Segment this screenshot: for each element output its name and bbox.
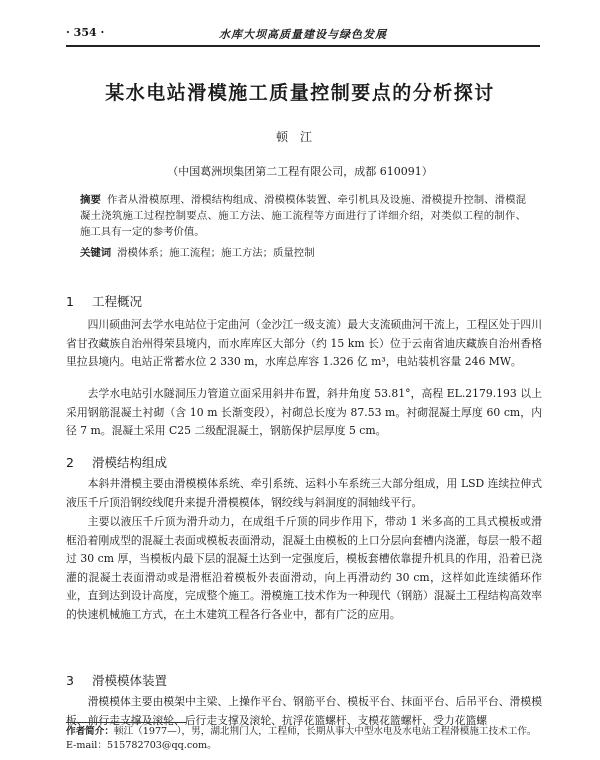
section-heading-3 <box>66 671 167 689</box>
abstract <box>80 192 526 240</box>
footnote-text: 顿江（1977—），男，湖北荆门人，工程师，长期从事大中型水电及水电站工程滑模施工技术工作。E-mail：515782703@qq.com。 <box>66 726 537 751</box>
section-title: 滑模结构组成 <box>92 455 168 470</box>
section-number: 1 <box>66 294 74 309</box>
paragraph: 本斜井滑模主要由滑模模体系统、牵引系统、运料小车系统三大部分组成，用 LSD 连续拉伸式液压千斤顶沿钢绞线爬升来提升滑模模体，钢绞线与斜洞度的洞轴线平行。 <box>66 477 542 509</box>
page-number: · 354 · <box>66 26 105 39</box>
author-footnote <box>66 725 542 753</box>
section-number: 3 <box>66 673 74 688</box>
section-number: 2 <box>66 455 74 470</box>
paragraph: 主要以液压千斤顶为滑升动力，在成组千斤顶的同步作用下，带动 1 米多高的工具式模板或滑框沿着刚成型的混凝土表面或模板表面滑动，混凝土由模板的上口分层向套槽内浇灌，每层一般不超过 30 cm 厚，当模板内最下层的混凝土达到一定强度后，模板套槽依靠提升机具的作用，沿着已浇灌的混凝土表面滑动或是滑框沿着模板外表面滑动，向上再滑动约 30 cm，这样如此连续循环作业，直到达到设计高度，完成整个施工。滑模施工技术作为一种现代（钢筋）混凝土工程结构高效率的快速机械施工方式，在土木建筑工程各行各业中，都有广泛的应用。 <box>66 515 542 621</box>
keywords-text: 滑模体系；施工流程；施工方法；质量控制 <box>117 247 315 259</box>
section-title: 工程概况 <box>92 294 143 309</box>
running-header <box>66 26 540 42</box>
section-heading-1 <box>66 292 142 310</box>
header-rule <box>66 45 540 47</box>
journal-title: 水库大坝高质量建设与绿色发展 <box>219 28 387 41</box>
paragraph: 去学水电站引水隧洞压力管道立面采用斜井布置，斜井角度 53.81°，高程 EL.2179.193 以上采用钢筋混凝土衬砌（含 10 m 长渐变段），衬砌总长度为 87.53 m。衬砌混凝土厚度 60 cm，内径 7 m。混凝土采用 C25 二级配混凝土，钢筋保护层厚度 5 cm。 <box>66 387 542 438</box>
section-title: 滑模模体装置 <box>92 673 168 688</box>
paragraph: 四川硕曲河去学水电站位于定曲河（金沙江一级支流）最大支流硕曲河干流上，工程区处于四川省甘孜藏族自治州得荣县境内，而水库库区大部分（约 15 km 长）位于云南省迪庆藏族自治州香格里拉县境内。电站正常蓄水位 2 330 m，水库总库容 1.326 亿 m³，电站装机容量 246 MW。 <box>66 318 542 369</box>
keywords <box>80 245 526 261</box>
section-heading-2 <box>66 453 167 471</box>
footnote-label: 作者简介： <box>66 726 114 737</box>
paper-title: 某水电站滑模施工质量控制要点的分析探讨 <box>105 82 495 104</box>
abstract-text: 作者从滑模原理、滑模结构组成、滑模模体装置、牵引机具及设施、滑模提升控制、滑模混凝土浇筑施工过程控制要点、施工方法、施工流程等方面进行了详细介绍，对类似工程的制作、施工具有一定的参考价值。 <box>80 194 527 238</box>
abstract-label: 摘要 <box>80 194 101 206</box>
keywords-label: 关键词 <box>80 247 112 259</box>
footnote-rule <box>66 722 186 723</box>
paragraph: 滑模模体主要由模架中主梁、上操作平台、钢筋平台、模板平台、抹面平台、后吊平台、滑模模板、前行走支撑及滚轮、后行走支撑及滚轮、抗浮花篮螺杆、支模花篮螺杆、受力花篮螺 <box>66 695 542 727</box>
author-name: 顿江 <box>275 130 324 144</box>
author-affiliation: （中国葛洲坝集团第二工程有限公司，成都 610091） <box>167 165 433 178</box>
